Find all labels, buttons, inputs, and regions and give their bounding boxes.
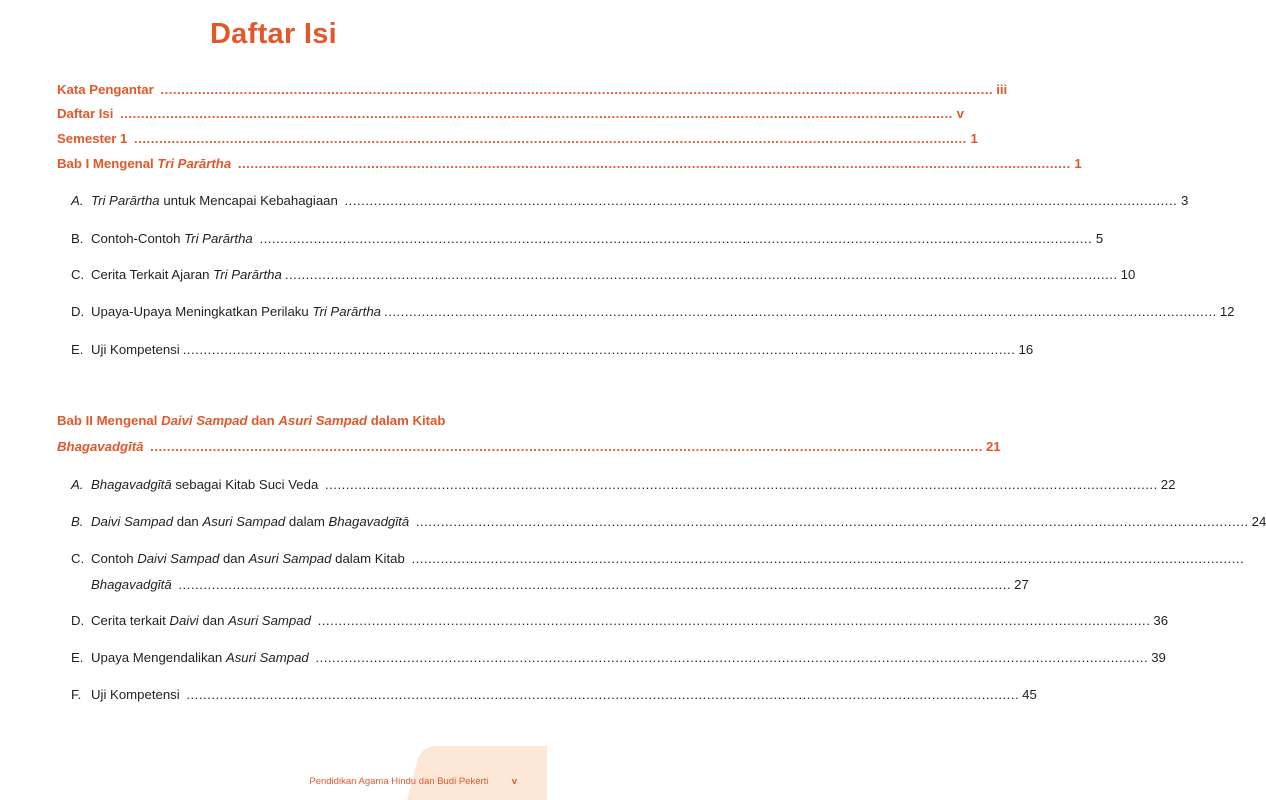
toc-entry-text: Contoh-Contoh <box>91 231 185 246</box>
toc-entry-text: Bhagavadgītā <box>328 514 410 529</box>
toc-entry-text: Bhagavadgītā <box>91 577 172 592</box>
toc-page-number: iii <box>996 82 1008 97</box>
toc-entry-text: Daivi <box>169 613 199 628</box>
toc-entry[interactable] <box>71 514 1266 529</box>
toc-entry-label <box>71 267 282 282</box>
toc-entry-marker: F. <box>71 687 82 702</box>
toc-entry-text: Bab II Mengenal <box>57 413 162 428</box>
toc-entry-text: Upaya-Upaya Meningkatkan Perilaku <box>91 304 313 319</box>
toc-entry-label <box>71 514 413 529</box>
toc-entry[interactable] <box>57 82 1008 97</box>
toc-entry-label <box>57 439 147 454</box>
toc-leader-dots: ........................................................................................................................................................................................................ <box>284 267 1118 282</box>
toc-entry[interactable] <box>71 650 1166 665</box>
toc-entry-text: dalam <box>285 514 329 529</box>
toc-leader-dots: ........................................................................................................................................................................................................ <box>186 687 1020 702</box>
toc-page-number: 5 <box>1095 231 1104 246</box>
toc-page-number: 1 <box>1074 156 1082 171</box>
toc-leader-dots: ........................................................................................................................................................................................................ <box>344 193 1178 208</box>
toc-entry-label <box>91 577 175 592</box>
toc-entry-marker: E. <box>71 650 84 665</box>
toc-entry-text <box>311 613 315 628</box>
toc-entry-text: Tri Parārtha <box>213 267 282 282</box>
toc-leader-dots: ........................................................................................................................................................................................................ <box>120 106 953 121</box>
toc-page-number: v <box>956 106 964 121</box>
toc-entry-marker: C. <box>71 551 85 566</box>
toc-page-number: 45 <box>1022 687 1037 702</box>
toc-entry-text: dan <box>173 514 203 529</box>
toc-entry-text: Cerita terkait <box>91 613 170 628</box>
toc-entry-text <box>231 156 235 171</box>
toc-entry-marker: B. <box>71 514 84 529</box>
toc-entry-label <box>71 231 256 246</box>
footer-book-title-text: Pendidikan Agama Hindu dan Budi Pekerti <box>309 776 489 787</box>
toc-leader-dots: ........................................................................................................................................................................................................ <box>324 477 1158 492</box>
toc-entry-label <box>71 304 381 319</box>
toc-entry[interactable] <box>71 193 1189 208</box>
toc-entry[interactable] <box>71 477 1176 492</box>
toc-leader-dots: ........................................................................................................................................................................................................ <box>259 231 1093 246</box>
toc-leader-dots: ........................................................................................................................................................................................................ <box>384 304 1217 319</box>
toc-leader-dots: ........................................................................................................................................................................................................ <box>237 156 1071 171</box>
toc-entry-text: Uji Kompetensi <box>91 687 184 702</box>
toc-entry-text: dan <box>198 613 229 628</box>
toc-page-number: 12 <box>1219 304 1235 319</box>
toc-entry-text: Tri Parārtha <box>91 193 160 208</box>
toc-entry-text: Semester 1 <box>57 131 132 146</box>
toc-entry[interactable] <box>57 106 964 121</box>
toc-leader-dots: ........................................................................................................................................................................................................ <box>415 514 1249 529</box>
toc-entry[interactable] <box>71 687 1037 702</box>
toc-leader-dots: ........................................................................................................................................................................................................ <box>160 82 994 97</box>
toc-entry-label <box>57 106 117 121</box>
toc-entry-text: Kata Pengantar <box>57 82 158 97</box>
toc-entry-marker: D. <box>71 613 85 628</box>
footer-page-number: v <box>511 776 517 787</box>
toc-page-number: 36 <box>1153 613 1169 628</box>
toc-entry[interactable] <box>71 267 1136 282</box>
toc-leader-dots: ........................................................................................................................................................................................................ <box>150 439 983 454</box>
toc-entry-label <box>57 156 235 171</box>
toc-entry-label <box>57 413 445 428</box>
toc-page-number: 1 <box>970 131 978 146</box>
toc-entry-text: Upaya Mengendalikan <box>91 650 226 665</box>
toc-entry-text: Daivi Sampad <box>137 551 220 566</box>
toc-entry-text <box>409 514 413 529</box>
toc-leader-dots: ........................................................................................................................................................................................................ <box>317 613 1151 628</box>
footer-decoration <box>407 742 547 800</box>
toc-entry-text: Asuri Sampad <box>248 551 332 566</box>
toc-leader-dots: ........................................................................................................................................................................................................ <box>178 577 1012 592</box>
toc-entry-text: dalam Kitab <box>367 413 446 428</box>
toc-leader-dots: ........................................................................................................................................................................................................ <box>182 342 1016 357</box>
toc-entry-text: Bab I Mengenal <box>57 156 158 171</box>
toc-entry-marker: E. <box>71 342 84 357</box>
toc-entry-label <box>71 650 312 665</box>
toc-entry-text: Asuri Sampad <box>225 650 309 665</box>
page-title: Daftar Isi <box>209 18 338 50</box>
toc-entry-marker: C. <box>71 267 85 282</box>
toc-page-number: 3 <box>1180 193 1189 208</box>
toc-entry-text <box>143 439 147 454</box>
toc-page-number: 21 <box>985 439 1001 454</box>
toc-entry[interactable] <box>57 439 1001 454</box>
toc-entry-label <box>71 613 315 628</box>
toc-page-number: 39 <box>1151 650 1166 665</box>
toc-entry-text: Bhagavadgītā <box>91 477 172 492</box>
toc-entry-text: Asuri Sampad <box>278 413 368 428</box>
toc-entry-text: Tri Parārtha <box>312 304 382 319</box>
toc-entry-text: Bhagavadgītā <box>57 439 144 454</box>
toc-entry[interactable] <box>71 304 1235 319</box>
toc-leader-dots: ........................................................................................................................................................................................................ <box>411 551 1245 566</box>
toc-entry-text: Uji Kompetensi <box>91 342 180 357</box>
toc-entry-text: Daivi Sampad <box>161 413 248 428</box>
toc-entry-marker: B. <box>71 231 84 246</box>
toc-entry-label <box>57 82 157 97</box>
toc-entry-text: untuk Mencapai Kebahagiaan <box>159 193 342 208</box>
toc-entry-text: Asuri Sampad <box>202 514 286 529</box>
toc-entry-label <box>71 477 322 492</box>
toc-entry-text <box>172 577 176 592</box>
toc-page-number: 10 <box>1120 267 1136 282</box>
toc-entry-marker: D. <box>71 304 85 319</box>
toc-entry-text <box>309 650 313 665</box>
toc-entry-text: Tri Parārtha <box>184 231 253 246</box>
toc-entry-label <box>71 551 408 566</box>
toc-entry-text: Daivi Sampad <box>91 514 174 529</box>
toc-entry[interactable] <box>91 577 1029 592</box>
toc-entry[interactable] <box>71 551 1245 566</box>
toc-page-number: 27 <box>1014 577 1029 592</box>
toc-entry-text <box>253 231 257 246</box>
toc-entry-marker: A. <box>71 193 84 208</box>
toc-entry-label <box>71 193 342 208</box>
toc-page-number: 22 <box>1160 477 1176 492</box>
toc-leader-dots: ........................................................................................................................................................................................................ <box>315 650 1149 665</box>
toc-entry[interactable] <box>71 342 1034 357</box>
toc-page-number: 16 <box>1018 342 1034 357</box>
toc-entry-text: dan <box>219 551 249 566</box>
toc-entry-marker: A. <box>71 477 84 492</box>
toc-page-number: 24 <box>1251 514 1266 529</box>
toc-leader-dots: ........................................................................................................................................................................................................ <box>134 131 967 146</box>
toc-entry-text: Contoh <box>91 551 138 566</box>
toc-entry-text: Tri Parārtha <box>157 156 232 171</box>
footer-book-title <box>309 776 517 787</box>
toc-entry-text: Asuri Sampad <box>228 613 311 628</box>
toc-entry[interactable] <box>57 413 513 428</box>
toc-entry-text: Daftar Isi <box>57 106 118 121</box>
toc-entry[interactable] <box>57 131 978 146</box>
toc-entry-text: dan <box>247 413 279 428</box>
toc-entry-text: Cerita Terkait Ajaran <box>91 267 214 282</box>
toc-entry-label <box>71 687 183 702</box>
toc-entry-label <box>57 131 131 146</box>
toc-entry[interactable] <box>71 613 1169 628</box>
toc-entry[interactable] <box>71 231 1104 246</box>
toc-entry-label <box>71 342 180 357</box>
toc-entry[interactable] <box>57 156 1082 171</box>
toc-entry-text: dalam Kitab <box>331 551 409 566</box>
toc-entry-text: sebagai Kitab Suci Veda <box>171 477 322 492</box>
